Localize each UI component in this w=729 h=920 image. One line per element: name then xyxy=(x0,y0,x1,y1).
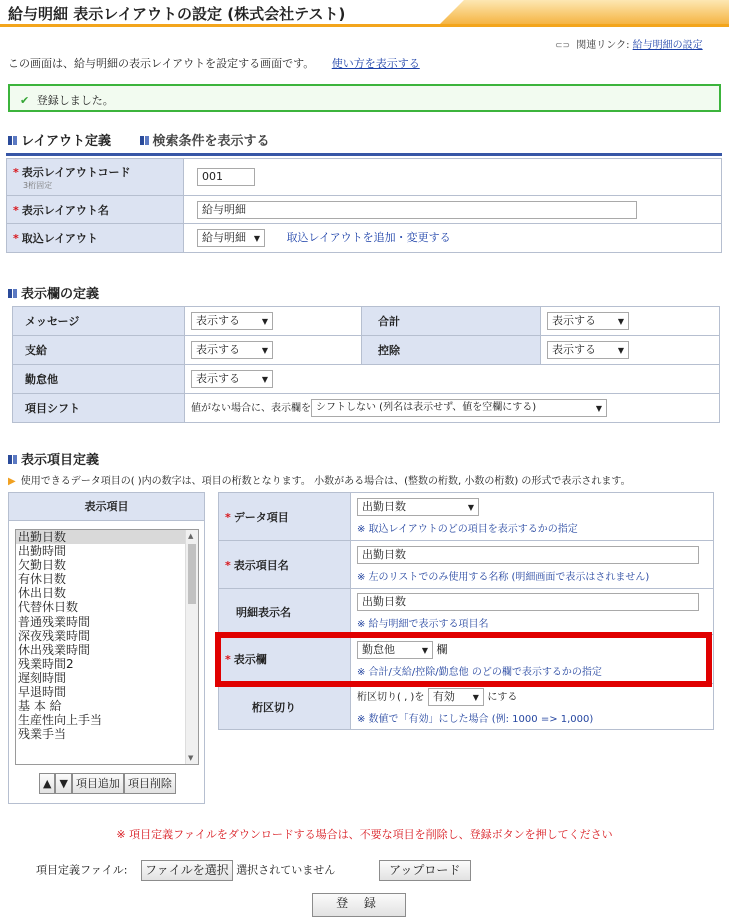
shift-select[interactable]: シフトしない (列名は表示せず、値を空欄にする) ▼ xyxy=(311,399,607,417)
chevron-down-icon: ▼ xyxy=(467,503,474,512)
howto-link[interactable]: 使い方を表示する xyxy=(331,57,420,70)
add-item-button[interactable]: 項目追加 xyxy=(72,773,124,794)
list-buttons xyxy=(39,773,176,794)
download-warning: ※ 項目定義ファイルをダウンロードする場合は、不要な項目を削除し、登録ボタンを押してください xyxy=(116,828,613,841)
chevron-down-icon: ▼ xyxy=(617,346,624,355)
required-mark: * xyxy=(13,232,19,245)
import-label: * 取込レイアウト xyxy=(7,224,184,253)
register-button[interactable]: 登 録 xyxy=(312,893,406,917)
intro-text: この画面は、給与明細の表示レイアウトを設定する画面です。 xyxy=(8,57,315,70)
success-message-text: 登録しました。 xyxy=(36,94,114,107)
success-message xyxy=(8,84,721,112)
data-item-note: ※ 取込レイアウトのどの項目を表示するかの指定 xyxy=(357,524,578,535)
data-item-select[interactable]: 出勤日数 ▼ xyxy=(357,498,479,516)
column-suffix: 欄 xyxy=(436,642,448,656)
page-header xyxy=(0,0,729,26)
related-label: 関連リンク: xyxy=(576,40,630,51)
list-item[interactable]: 出勤日数 xyxy=(16,530,198,544)
upload-button[interactable]: アップロード xyxy=(379,860,471,881)
header-tab-decoration xyxy=(440,0,729,24)
items-section-title: 表示項目定義 xyxy=(8,449,99,468)
section-bullet-icon xyxy=(140,136,149,145)
list-item[interactable]: 残業時間2 xyxy=(18,656,74,671)
scroll-down-icon[interactable]: ▼ xyxy=(188,754,194,762)
triangle-right-icon: ▶ xyxy=(8,476,16,487)
items-hint: ▶ 使用できるデータ項目の( )内の数字は、項目の桁数となります。 小数がある場合は、(整数の桁数, 小数の桁数) の形式で表示されます。 xyxy=(8,476,631,487)
separator-note: ※ 数値で「有効」にした場合 (例: 1000 => 1,000) xyxy=(357,714,594,725)
chevron-down-icon: ▼ xyxy=(253,234,260,243)
message-label: メッセージ xyxy=(13,307,185,336)
total-label: 合計 xyxy=(362,307,541,336)
link-icon: ⊂⊃ xyxy=(555,41,571,51)
total-select[interactable]: 表示する ▼ xyxy=(547,312,629,330)
separator-suffix: にする xyxy=(487,692,518,703)
layout-form xyxy=(6,158,722,253)
related-links xyxy=(555,36,703,51)
item-detail-form xyxy=(218,492,714,730)
chevron-down-icon: ▼ xyxy=(261,375,268,384)
section-bullet-icon xyxy=(8,136,17,145)
required-mark: * xyxy=(225,510,231,524)
message-select[interactable]: 表示する ▼ xyxy=(191,312,273,330)
shift-label: 項目シフト xyxy=(13,394,185,423)
chevron-down-icon: ▼ xyxy=(595,404,602,413)
chevron-down-icon: ▼ xyxy=(472,693,479,702)
item-list-panel xyxy=(8,492,205,804)
section-divider xyxy=(6,153,722,156)
deduction-select[interactable]: 表示する ▼ xyxy=(547,341,629,359)
layout-section-title: レイアウト定義 検索条件を表示する xyxy=(8,130,270,149)
column-note: ※ 合計/支給/控除/勤怠他 のどの欄で表示するかの指定 xyxy=(357,666,602,678)
list-item[interactable]: 欠勤日数 xyxy=(18,558,67,573)
file-label: 項目定義ファイル: xyxy=(36,863,128,877)
detail-name-input[interactable]: 出勤日数 xyxy=(357,593,699,611)
list-item[interactable]: 出勤時間 xyxy=(18,544,67,559)
section-bullet-icon xyxy=(8,455,17,464)
separator-prefix: 桁区切り( , )を xyxy=(357,692,425,703)
required-mark: * xyxy=(13,165,19,179)
listbox-scrollbar[interactable] xyxy=(185,530,198,764)
section-bullet-icon xyxy=(8,289,17,298)
highlight-box xyxy=(215,632,712,687)
display-name-label: * 表示項目名 xyxy=(219,541,351,589)
move-up-button[interactable]: ▲ xyxy=(39,773,55,794)
header-underline xyxy=(0,24,729,27)
list-item[interactable]: 深夜残業時間 xyxy=(18,628,91,643)
required-mark: * xyxy=(225,558,231,572)
list-item[interactable]: 遅刻時間 xyxy=(18,670,67,685)
import-layout-select[interactable]: 給与明細 ▼ xyxy=(197,229,265,247)
list-item[interactable]: 休出日数 xyxy=(18,586,67,601)
file-upload-row xyxy=(36,860,471,881)
detail-name-note: ※ 給与明細で表示する項目名 xyxy=(357,619,489,630)
required-mark: * xyxy=(13,203,19,217)
list-item[interactable]: 早退時間 xyxy=(18,685,67,700)
choose-file-button[interactable]: ファイルを選択 xyxy=(141,860,233,881)
no-file-text: 選択されていません xyxy=(236,863,336,877)
column-label: * 表示欄 xyxy=(219,635,351,684)
data-item-label: * データ項目 xyxy=(219,493,351,541)
attendance-select[interactable]: 表示する ▼ xyxy=(191,370,273,388)
layout-name-input[interactable]: 給与明細 xyxy=(197,201,637,219)
chevron-down-icon: ▼ xyxy=(261,317,268,326)
list-item[interactable]: 有休日数 xyxy=(18,572,67,587)
list-item[interactable]: 普通残業時間 xyxy=(18,614,91,629)
item-listbox[interactable] xyxy=(15,529,199,765)
item-list-header: 表示項目 xyxy=(9,493,204,521)
payment-select[interactable]: 表示する ▼ xyxy=(191,341,273,359)
chevron-down-icon: ▼ xyxy=(421,645,428,655)
scrollbar-thumb[interactable] xyxy=(188,544,196,604)
separator-label: 桁区切り xyxy=(219,684,351,730)
import-layout-link[interactable]: 取込レイアウトを追加・変更する xyxy=(286,231,451,244)
chevron-down-icon: ▼ xyxy=(617,317,624,326)
columns-section-title: 表示欄の定義 xyxy=(8,283,99,302)
delete-item-button[interactable]: 項目削除 xyxy=(124,773,176,794)
column-select[interactable]: 勤怠他 ▼ xyxy=(357,641,433,659)
code-label: * 表示レイアウトコード 3桁固定 xyxy=(7,159,184,196)
check-icon: ✔ xyxy=(20,94,30,107)
list-item[interactable]: 代替休日数 xyxy=(18,600,79,615)
move-down-button[interactable]: ▼ xyxy=(55,773,71,794)
code-sublabel: 3桁固定 xyxy=(23,180,53,190)
separator-select[interactable]: 有効 ▼ xyxy=(428,688,484,706)
chevron-down-icon: ▼ xyxy=(261,346,268,355)
shift-prefix: 値がない場合に、表示欄を xyxy=(191,403,311,414)
list-item[interactable]: 残業手当 xyxy=(18,727,67,742)
payment-label: 支給 xyxy=(13,336,185,365)
detail-name-label: 明細表示名 xyxy=(219,589,351,635)
attendance-label: 勤怠他 xyxy=(13,365,185,394)
display-name-note: ※ 左のリストでのみ使用する名称 (明細画面で表示はされません) xyxy=(357,572,650,583)
columns-form xyxy=(12,306,720,423)
list-item[interactable]: 生産性向上手当 xyxy=(18,713,103,728)
intro xyxy=(8,55,420,71)
list-item[interactable]: 休出残業時間 xyxy=(18,642,91,657)
layout-code-input[interactable]: 001 xyxy=(197,168,255,186)
list-item[interactable]: 基 本 給 xyxy=(18,699,62,714)
required-mark: * xyxy=(225,653,231,666)
deduction-label: 控除 xyxy=(362,336,541,365)
page-title: 給与明細 表示レイアウトの設定 (株式会社テスト) xyxy=(8,5,346,23)
related-link-payslip-settings[interactable]: 給与明細の設定 xyxy=(632,40,703,51)
name-label: * 表示レイアウト名 xyxy=(7,196,184,224)
display-name-input[interactable]: 出勤日数 xyxy=(357,546,699,564)
scroll-up-icon[interactable]: ▲ xyxy=(188,532,194,540)
search-toggle[interactable]: 検索条件を表示する xyxy=(140,134,270,149)
